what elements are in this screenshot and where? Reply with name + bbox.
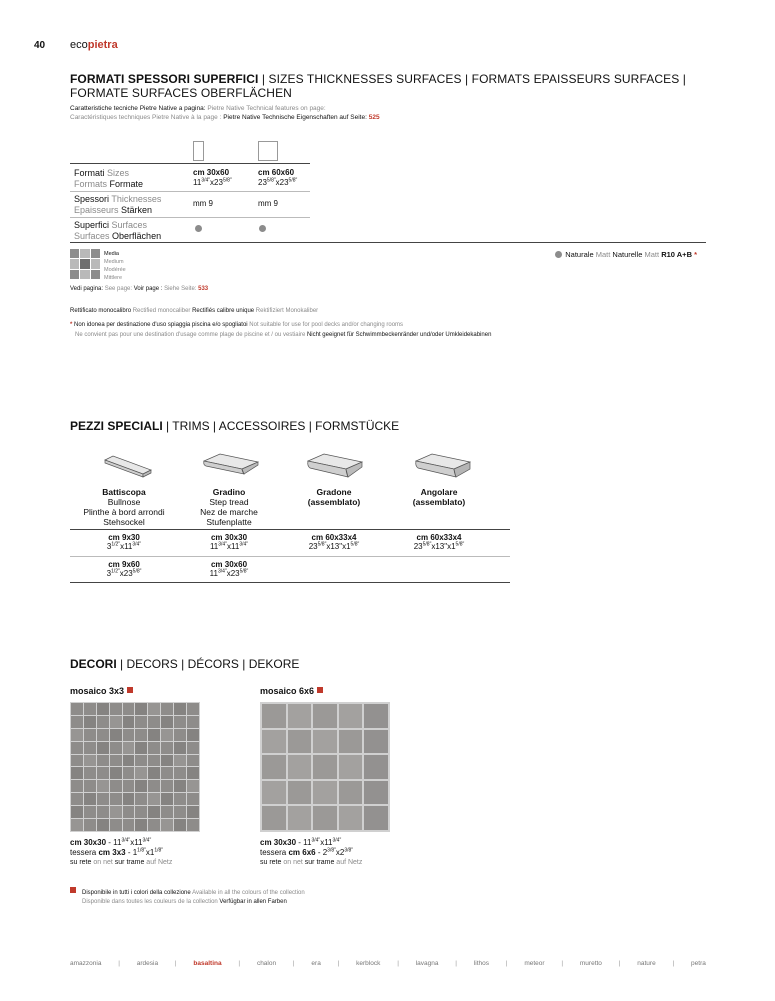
mosaic-tile xyxy=(97,767,109,779)
collection-nav xyxy=(70,960,706,967)
mosaic-tile xyxy=(148,806,160,818)
mosaic-tile xyxy=(135,780,147,792)
format-cm: cm 30x60 xyxy=(193,168,230,177)
shade-variation-icon xyxy=(70,249,100,279)
finish-fr: Naturelle xyxy=(612,250,643,259)
trim-rule-top xyxy=(70,529,510,530)
thickness-30x60: mm 9 xyxy=(193,199,213,208)
label-de: Formate xyxy=(109,179,144,189)
table-rule xyxy=(70,191,310,192)
sub-de: Pietre Native Technische Eigenschaften auf Seite: xyxy=(223,114,367,121)
mosaic-tile xyxy=(71,767,83,779)
label-de: Stärken xyxy=(121,205,153,215)
sub-fr: Caractéristiques techniques Pietre Native à la page : xyxy=(70,114,222,121)
mosaic-tile xyxy=(135,793,147,805)
mosaic-tile xyxy=(187,742,199,754)
availability-marker-icon xyxy=(317,687,323,693)
label-fr: Surfaces xyxy=(74,231,110,241)
mosaic-tile xyxy=(123,729,135,741)
title-bold: FORMATI SPESSORI SUPERFICI xyxy=(70,72,259,86)
mosaic-tile xyxy=(174,742,186,754)
mosaic-tile xyxy=(84,780,96,792)
mosaic-tile xyxy=(288,704,312,728)
sub-page-link[interactable]: 525 xyxy=(368,114,380,121)
collection-link[interactable]: ardesia xyxy=(136,960,159,967)
mosaic-tile xyxy=(110,703,122,715)
mosaic-tile xyxy=(97,780,109,792)
nav-separator: | xyxy=(618,960,621,967)
mosaic-tile xyxy=(187,767,199,779)
finish-en: Matt xyxy=(595,250,611,259)
collection-link[interactable]: lithos xyxy=(473,960,489,967)
mosaic-tile xyxy=(135,729,147,741)
mosaic-tile xyxy=(84,742,96,754)
mosaic-tile xyxy=(135,716,147,728)
collection-link[interactable]: chalon xyxy=(256,960,277,967)
collection-link[interactable]: basaltina xyxy=(193,960,222,967)
mosaic-tile xyxy=(71,742,83,754)
mosaic-tile xyxy=(148,703,160,715)
availability-note: Disponibile in tutti i colori della collezione Available in all the colours of the collection Disponible dans toutes les couleurs de la collection Verfügbar in allen Farben xyxy=(70,887,305,907)
mosaic-tile xyxy=(313,704,337,728)
availability-marker-icon xyxy=(70,887,76,893)
mosaic-tile xyxy=(313,755,337,779)
mosaic-tile xyxy=(187,729,199,741)
mosaic-tile xyxy=(71,755,83,767)
bullnose-icon xyxy=(103,454,153,478)
mosaic-tile xyxy=(174,819,186,831)
mosaic-tile xyxy=(71,793,83,805)
mosaic-tile xyxy=(123,742,135,754)
collection-link[interactable]: petra xyxy=(691,960,706,967)
slip-rating: R10 A+B xyxy=(661,250,692,259)
mosaic-tile xyxy=(313,806,337,830)
mosaic-tile xyxy=(84,819,96,831)
mosaic-tile xyxy=(71,819,83,831)
row-label-sizes xyxy=(74,168,143,190)
collection-link[interactable]: lavagna xyxy=(415,960,439,967)
page-number: 40 xyxy=(34,40,46,51)
mosaic-tile xyxy=(123,819,135,831)
mosaic-tile xyxy=(161,755,173,767)
mosaic-tile xyxy=(262,730,286,754)
mosaic-6x6-image xyxy=(260,702,390,832)
mosaic-tile xyxy=(123,806,135,818)
mosaic-tile xyxy=(110,742,122,754)
mosaic-tile xyxy=(148,793,160,805)
mosaic-tile xyxy=(187,716,199,728)
mosaic-tile xyxy=(71,703,83,715)
mosaic-tile xyxy=(187,780,199,792)
mosaic-tile xyxy=(364,704,388,728)
mosaic-tile xyxy=(123,703,135,715)
mosaic-tile xyxy=(110,793,122,805)
label-it: Spessori xyxy=(74,194,110,204)
mosaic-tile xyxy=(161,819,173,831)
mosaic-tile xyxy=(313,730,337,754)
variation-de: Mittlere xyxy=(104,275,123,281)
mosaic-tile xyxy=(110,780,122,792)
format-cell-60x60 xyxy=(258,168,297,188)
mosaic-3x3-caption: cm $30x30 - 11^{3/4"}x11^{3/4"}$ tessera cm $3x3 - 1^{1/8"}x1^{1/8"}$ su rete on net sur trame auf Netz xyxy=(70,837,173,866)
mosaic-tile xyxy=(84,755,96,767)
mosaic-tile xyxy=(110,767,122,779)
nav-separator: | xyxy=(561,960,564,967)
mosaic-tile xyxy=(97,806,109,818)
mosaic-tile xyxy=(135,755,147,767)
mosaic-tile xyxy=(288,730,312,754)
label-it: Superfici xyxy=(74,220,110,230)
nav-separator: | xyxy=(292,960,295,967)
nav-separator: | xyxy=(174,960,177,967)
sub-en: Pietre Native Technical features on page: xyxy=(207,105,326,112)
label-en: Sizes xyxy=(107,168,130,178)
mosaic-tile xyxy=(84,716,96,728)
trim-size: cm 30x30 $11^{3/4"}x11^{3/4"}$ xyxy=(209,533,249,551)
mosaic-tile xyxy=(187,819,199,831)
mosaic-tile xyxy=(97,793,109,805)
mosaic-tile xyxy=(123,755,135,767)
mosaic-tile xyxy=(364,755,388,779)
mosaic-tile xyxy=(161,793,173,805)
title-rest: | SIZES THICKNESSES SURFACES | FORMATS EPAISSEURS SURFACES | FORMATE SURFACES OBERFLÄCHEN xyxy=(70,72,686,100)
mosaic-tile xyxy=(97,716,109,728)
trim-size: cm 60x33x4 $23^{5/8"}x13"x1^{5/8"}$ xyxy=(413,533,465,551)
variation-fr: Modérée xyxy=(104,267,126,273)
finish-it: Naturale xyxy=(565,250,594,259)
mosaic-tile xyxy=(174,793,186,805)
mosaic-tile xyxy=(71,780,83,792)
format-inch: $23^{5/8"}x23^{5/8"}$ xyxy=(258,177,298,187)
variation-en: Medium xyxy=(104,259,124,265)
corner-step-icon xyxy=(414,452,472,480)
section-title-decors: DECORI | DECORS | DÉCORS | DEKORE xyxy=(70,657,300,671)
mosaic-tile xyxy=(110,806,122,818)
mosaic-tile xyxy=(84,793,96,805)
mosaic-tile xyxy=(161,729,173,741)
row-label-surfaces xyxy=(74,220,161,242)
mosaic-tile xyxy=(148,742,160,754)
collection-link[interactable]: kerblock xyxy=(356,960,381,967)
brand-prefix: eco xyxy=(70,39,88,51)
trim-size: cm 9x30 $3^{1/2"}x11^{3/4"}$ xyxy=(106,533,142,551)
shade-variation-labels xyxy=(104,250,126,282)
mosaic-tile xyxy=(148,716,160,728)
collection-link[interactable]: amazzonia xyxy=(70,960,102,967)
trim-size: cm 30x60 $11^{3/4"}x23^{5/8"}$ xyxy=(209,560,249,578)
see-page-link[interactable]: 533 xyxy=(198,286,209,292)
mosaic-tile xyxy=(187,806,199,818)
finish-de: Matt xyxy=(644,250,660,259)
step-tread-icon xyxy=(202,452,260,478)
label-it: Formati xyxy=(74,168,105,178)
trim-size: cm 9x60 $3^{1/2"}x23^{5/8"}$ xyxy=(106,560,142,578)
mosaic-tile xyxy=(110,819,122,831)
mosaic-tile xyxy=(135,703,147,715)
label-fr: Formats xyxy=(74,179,108,189)
collection-link[interactable]: meteor xyxy=(524,960,545,967)
mosaic-tile xyxy=(97,729,109,741)
mosaic-tile xyxy=(339,781,363,805)
format-30x60-icon xyxy=(193,141,204,161)
mosaic-6x6-title: mosaico 6x6 xyxy=(260,686,323,696)
format-cm: cm 60x60 xyxy=(258,168,295,177)
mosaic-tile xyxy=(161,716,173,728)
format-cell-30x60 xyxy=(193,168,232,188)
mosaic-tile xyxy=(262,704,286,728)
mosaic-tile xyxy=(262,755,286,779)
mosaic-6x6-caption: cm $30x30 - 11^{3/4"}x11^{3/4"}$ tessera cm $6x6 - 2^{3/8"}x2^{3/8"}$ su rete on net sur trame auf Netz xyxy=(260,837,363,866)
collection-link[interactable]: muretto xyxy=(579,960,602,967)
see-page-ref: Vedi pagina: See page: Voir page : Siehe Seite: 533 xyxy=(70,286,209,292)
mosaic-3x3-image xyxy=(70,702,200,832)
mosaic-tile xyxy=(174,729,186,741)
nav-separator: | xyxy=(672,960,675,967)
nav-separator: | xyxy=(337,960,340,967)
nav-separator: | xyxy=(238,960,241,967)
brand-logo xyxy=(70,39,118,51)
mosaic-tile xyxy=(71,806,83,818)
mosaic-tile xyxy=(161,703,173,715)
mosaic-tile xyxy=(135,767,147,779)
mosaic-tile xyxy=(339,755,363,779)
nav-separator: | xyxy=(505,960,508,967)
table-rule-top xyxy=(70,163,310,164)
mosaic-tile xyxy=(71,716,83,728)
mosaic-tile xyxy=(339,730,363,754)
sub-it: Caratteristiche tecniche Pietre Native a pagina: xyxy=(70,105,206,112)
mosaic-tile xyxy=(148,729,160,741)
mosaic-tile xyxy=(148,819,160,831)
mosaic-tile xyxy=(262,806,286,830)
format-inch: $11^{3/4"}x23^{5/8"}$ xyxy=(193,177,232,187)
section-title-formats xyxy=(70,72,710,100)
row-label-thickness xyxy=(74,194,161,216)
mosaic-tile xyxy=(84,729,96,741)
nav-separator: | xyxy=(118,960,120,967)
mosaic-tile xyxy=(84,806,96,818)
thickness-60x60: mm 9 xyxy=(258,199,278,208)
mosaic-tile xyxy=(123,780,135,792)
format-60x60-icon xyxy=(258,141,278,161)
surface-dot-icon xyxy=(259,225,266,232)
mosaic-tile xyxy=(161,806,173,818)
brand-suffix: pietra xyxy=(87,39,118,51)
mosaic-tile xyxy=(288,806,312,830)
trim-name-gradone: Gradone (assemblato) xyxy=(307,487,361,507)
label-en: Thicknesses xyxy=(111,194,162,204)
mosaic-tile xyxy=(97,703,109,715)
mosaic-tile xyxy=(174,755,186,767)
mosaic-tile xyxy=(148,755,160,767)
collection-link[interactable]: era xyxy=(311,960,321,967)
table-rule xyxy=(70,217,310,218)
mosaic-tile xyxy=(148,780,160,792)
mosaic-tile xyxy=(161,767,173,779)
variation-it: Media xyxy=(104,251,119,257)
trim-rule xyxy=(70,556,510,557)
finish-legend xyxy=(555,250,697,259)
mosaic-tile xyxy=(161,742,173,754)
mosaic-tile xyxy=(135,819,147,831)
mosaic-tile xyxy=(288,781,312,805)
mosaic-3x3-title: mosaico 3x3 xyxy=(70,686,133,696)
mosaic-tile xyxy=(110,716,122,728)
mosaic-tile xyxy=(174,780,186,792)
mosaic-tile xyxy=(364,730,388,754)
mosaic-tile xyxy=(187,793,199,805)
availability-marker-icon xyxy=(127,687,133,693)
collection-link[interactable]: nature xyxy=(637,960,656,967)
technical-features-ref xyxy=(70,104,380,122)
mosaic-tile xyxy=(97,742,109,754)
mosaic-tile xyxy=(135,742,147,754)
mosaic-tile xyxy=(84,703,96,715)
mosaic-tile xyxy=(71,729,83,741)
rectified-note: Rettificato monocalibro Rectified monocaliber Rectifiés calibre unique Rektifiziert Monokaliber xyxy=(70,308,319,314)
mosaic-tile xyxy=(174,767,186,779)
mosaic-tile xyxy=(187,703,199,715)
trim-name-step-tread: Gradino Step tread Nez de marche Stufenplatte xyxy=(200,487,258,527)
mosaic-tile xyxy=(364,781,388,805)
step-tread-assembled-icon xyxy=(306,452,364,480)
mosaic-tile xyxy=(174,703,186,715)
mosaic-tile xyxy=(110,755,122,767)
mosaic-tile xyxy=(123,793,135,805)
mosaic-tile xyxy=(97,819,109,831)
trim-size: cm 60x33x4 $23^{5/8"}x13"x1^{5/8"}$ xyxy=(308,533,360,551)
trim-rule-bottom xyxy=(70,582,510,583)
finish-dot-icon xyxy=(555,251,562,258)
mosaic-tile xyxy=(97,755,109,767)
mosaic-tile xyxy=(135,806,147,818)
mosaic-tile xyxy=(123,767,135,779)
section-title-trims: PEZZI SPECIALI | TRIMS | ACCESSOIRES | FORMSTÜCKE xyxy=(70,419,400,433)
nav-separator: | xyxy=(455,960,457,967)
surface-dot-icon xyxy=(195,225,202,232)
mosaic-tile xyxy=(339,704,363,728)
mosaic-tile xyxy=(84,767,96,779)
trim-name-bullnose: Battiscopa Bullnose Plinthe à bord arrondi Stehsockel xyxy=(83,487,165,527)
mosaic-tile xyxy=(187,755,199,767)
label-de: Oberflächen xyxy=(112,231,162,241)
mosaic-tile xyxy=(313,781,337,805)
mosaic-tile xyxy=(339,806,363,830)
mosaic-tile xyxy=(161,780,173,792)
mosaic-tile xyxy=(123,716,135,728)
mosaic-tile xyxy=(174,806,186,818)
table-rule-bottom xyxy=(70,242,706,243)
suitability-note: * Non idonea per destinazione d'uso spiaggia piscina e/o spogliatoi Not suitable for use for pool decks and/or changing rooms Ne convient pas pour une destination d'usage comme plage de piscine et / ou vestiaire Nicht geeignet für Schwimmbeckenränder und/oder Umkleidekabinen xyxy=(70,322,492,338)
mosaic-tile xyxy=(110,729,122,741)
mosaic-tile xyxy=(262,781,286,805)
mosaic-tile xyxy=(364,806,388,830)
trim-name-angolare: Angolare (assemblato) xyxy=(412,487,466,507)
label-en: Surfaces xyxy=(111,220,148,230)
finish-star: * xyxy=(694,250,697,259)
mosaic-tile xyxy=(288,755,312,779)
mosaic-tile xyxy=(148,767,160,779)
label-fr: Epaisseurs xyxy=(74,205,119,215)
mosaic-tile xyxy=(174,716,186,728)
nav-separator: | xyxy=(397,960,399,967)
